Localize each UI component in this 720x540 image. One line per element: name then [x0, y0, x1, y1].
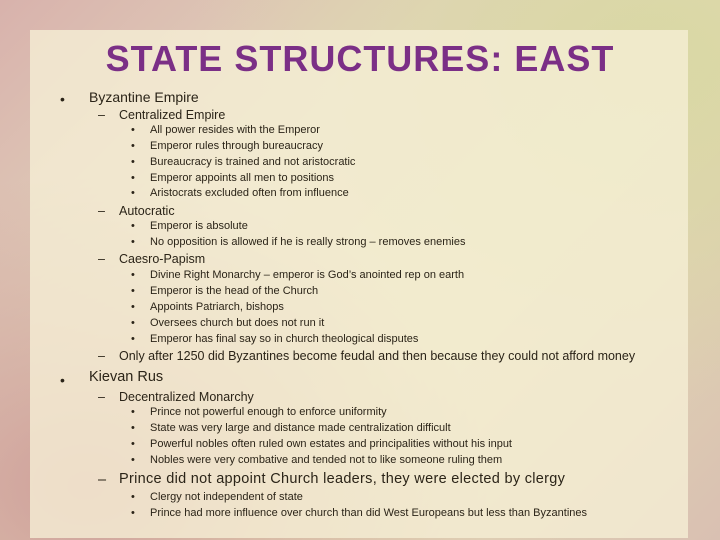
list-item: Emperor rules through bureaucracy [150, 140, 324, 152]
bullet-l3: • [131, 124, 135, 136]
bullet-l1: • [60, 372, 65, 388]
bullet-l3: • [131, 422, 135, 434]
list-item: State was very large and distance made centralization difficult [150, 422, 451, 434]
bullet-l3: • [131, 140, 135, 152]
bullet-l2: – [98, 204, 105, 218]
bullet-l3: • [131, 285, 135, 297]
bullet-l3: • [131, 406, 135, 418]
list-item: No opposition is allowed if he is really strong – removes enemies [150, 236, 466, 248]
list-item: Emperor is absolute [150, 220, 248, 232]
subheading-church-leaders: Prince did not appoint Church leaders, they were elected by clergy [119, 471, 566, 487]
bullet-l2: – [98, 390, 105, 404]
subheading-caesro-papism: Caesro-Papism [119, 252, 206, 266]
bullet-l2: – [98, 472, 107, 488]
subheading-autocratic: Autocratic [119, 204, 175, 218]
bullet-l3: • [131, 507, 135, 519]
list-item: Aristocrats excluded often from influence [150, 187, 349, 199]
bullet-l1: • [60, 91, 65, 107]
subheading-decentralized-monarchy: Decentralized Monarchy [119, 390, 254, 404]
list-item: Bureaucracy is trained and not aristocratic [150, 156, 356, 168]
list-item: Oversees church but does not run it [150, 317, 325, 329]
bullet-l3: • [131, 187, 135, 199]
bullet-l3: • [131, 156, 135, 168]
bullet-l3: • [131, 454, 135, 466]
subheading-feudal-note: Only after 1250 did Byzantines become feudal and then because they could not afford money [119, 349, 636, 363]
list-item: Clergy not independent of state [150, 491, 303, 503]
slide-title: STATE STRUCTURES: EAST [105, 38, 615, 79]
bullet-l3: • [131, 269, 135, 281]
subheading-centralized-empire: Centralized Empire [119, 108, 226, 122]
bullet-l3: • [131, 491, 135, 503]
list-item: Prince not powerful enough to enforce uniformity [150, 406, 387, 418]
section-heading-kievan-rus: Kievan Rus [89, 369, 164, 385]
list-item: Emperor has final say so in church theological disputes [150, 333, 419, 345]
bullet-l3: • [131, 333, 135, 345]
bullet-l3: • [131, 301, 135, 313]
list-item: All power resides with the Emperor [150, 124, 320, 136]
list-item: Powerful nobles often ruled own estates and principalities without his input [150, 438, 512, 450]
list-item: Appoints Patriarch, bishops [150, 301, 284, 313]
bullet-l3: • [131, 438, 135, 450]
bullet-l3: • [131, 317, 135, 329]
list-item: Divine Right Monarchy – emperor is God’s anointed rep on earth [150, 269, 465, 281]
list-item: Emperor is the head of the Church [150, 285, 319, 297]
bullet-l2: – [98, 349, 105, 363]
bullet-l2: – [98, 252, 105, 266]
section-heading-byzantine-empire: Byzantine Empire [89, 89, 199, 105]
bullet-l3: • [131, 172, 135, 184]
bullet-l2: – [98, 108, 105, 122]
list-item: Prince had more influence over church than did West Europeans but less than Byzantines [150, 507, 587, 519]
list-item: Emperor appoints all men to positions [150, 172, 335, 184]
bullet-l3: • [131, 220, 135, 232]
list-item: Nobles were very combative and tended not to like someone ruling them [150, 454, 503, 466]
bullet-l3: • [131, 236, 135, 248]
